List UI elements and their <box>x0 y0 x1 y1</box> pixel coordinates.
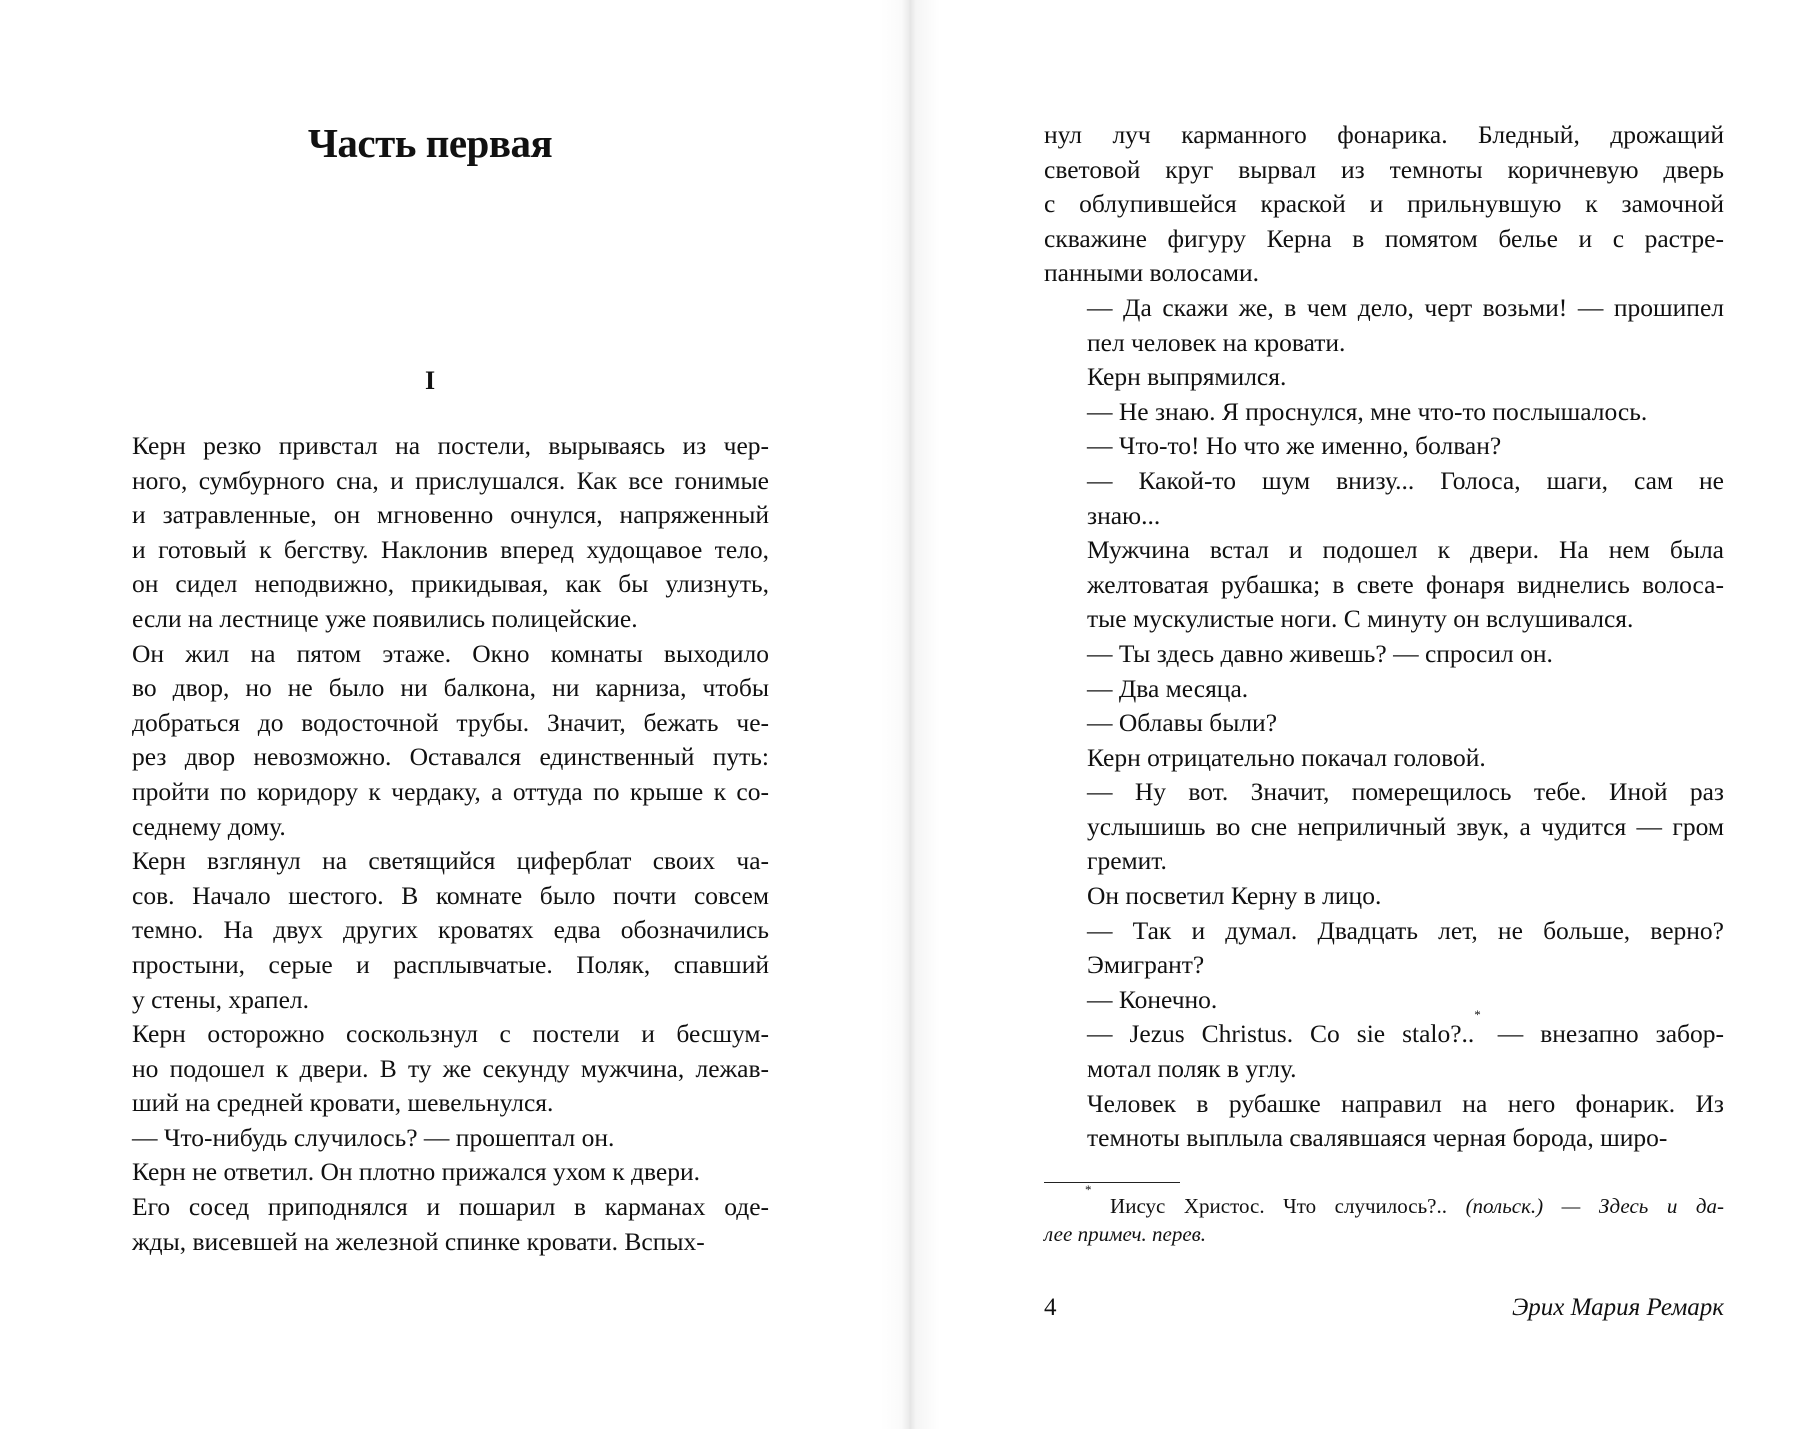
right-page[interactable] <box>905 0 1809 1429</box>
text-line: ного, сумбурного сна, и прислушался. Как все гонимые <box>132 465 769 495</box>
text-line: Керн осторожно соскользнул с постели и бесшум- <box>132 1019 769 1049</box>
text-line: гремит. <box>1087 846 1167 876</box>
text-line: — Какой-то шум внизу... Голоса, шаги, сам не <box>1087 465 1724 495</box>
text-line: пел человек на кровати. <box>1087 327 1346 357</box>
text-line: Керн отрицательно покачал головой. <box>1087 742 1486 772</box>
text-line: — Так и думал. Двадцать лет, не больше, верно? <box>1087 915 1724 945</box>
paragraph <box>89 637 769 845</box>
text-line: Человек в рубашке направил на него фонарик. Из <box>1087 1088 1724 1118</box>
paragraph <box>1044 775 1724 879</box>
text-line: Его сосед приподнялся и пошарил в карманах оде- <box>132 1192 769 1222</box>
text-line: пройти по коридору к чердаку, а оттуда по крыше к со- <box>132 776 769 806</box>
text-line: простыни, серые и расплывчатые. Поляк, спавший <box>132 949 769 979</box>
text-line: но подошел к двери. В ту же секунду мужчина, лежав- <box>132 1053 769 1083</box>
text-line: нул луч карманного фонарика. Бледный, дрожащий <box>1044 120 1724 149</box>
paragraph <box>1044 914 1724 983</box>
paragraph <box>1044 706 1724 741</box>
paragraph <box>89 1190 769 1259</box>
text-line: у стены, храпел. <box>132 984 309 1014</box>
text-line: желтоватая рубашка; в свете фонаря виднелись волоса- <box>1087 569 1724 599</box>
text-line: во двор, но не было ни балкона, ни карниза, чтобы <box>132 673 769 703</box>
paragraph <box>89 429 769 637</box>
paragraph <box>89 844 769 1017</box>
paragraph <box>1044 672 1724 707</box>
text-line: рез двор невозможно. Оставался единственный путь: <box>132 742 769 772</box>
paragraph <box>89 1155 769 1190</box>
text-line: световой круг вырвал из темноты коричневую дверь <box>1044 154 1724 184</box>
text-line: мотал поляк в углу. <box>1087 1054 1297 1084</box>
text-line: — Что-то! Но что же именно, болван? <box>1087 431 1502 461</box>
text-line: если на лестнице уже появились полицейские. <box>132 603 638 633</box>
paragraph <box>1044 429 1724 464</box>
text-line: — Два месяца. <box>1087 673 1249 703</box>
paragraph <box>1044 637 1724 672</box>
text-line: знаю... <box>1087 500 1161 530</box>
text-line: услышишь во сне неприличный звук, а чудится — гром <box>1087 811 1724 841</box>
text-line: — Jezus Christus. Co sie stalo?..* — внезапно забор- <box>1087 1007 1724 1049</box>
text-line: Керн выпрямился. <box>1087 362 1287 392</box>
text-line: Эмигрант? <box>1087 950 1205 980</box>
text-line: — Не знаю. Я проснулся, мне что-то послышалось. <box>1087 396 1648 426</box>
footnote <box>1044 1182 1725 1248</box>
text-line: — Ну вот. Значит, померещилось тебе. Иной раз <box>1087 777 1724 807</box>
paragraph <box>1044 1087 1724 1156</box>
footnote-line <box>1044 1220 1724 1248</box>
part-title: Часть первая <box>307 120 553 166</box>
paragraph <box>89 1121 769 1156</box>
paragraph <box>1044 395 1724 430</box>
paragraph <box>1044 879 1724 914</box>
text-line: — Конечно. <box>1087 984 1218 1014</box>
text-line: и готовый к бегству. Наклонив вперед худощавое тело, <box>132 534 769 564</box>
paragraph <box>1044 118 1724 291</box>
footnote-note: (польск.) — Здесь и да- <box>1465 1194 1725 1218</box>
text-line: — Да скажи же, в чем дело, черт возьми! — прошипел <box>1087 292 1724 322</box>
footnote-ref-mark[interactable]: * <box>1474 1007 1481 1023</box>
page-number: 4 <box>1044 1294 1057 1321</box>
text-line: скважине фигуру Керна в помятом белье и с растре- <box>1044 223 1724 253</box>
paragraph <box>1044 291 1724 360</box>
text-line: темно. На двух других кроватях едва обозначились <box>132 915 769 945</box>
paragraph <box>1044 533 1724 637</box>
text-line: добраться до водосточной трубы. Значит, бежать че- <box>132 707 769 737</box>
text-line: — Ты здесь давно живешь? — спросил он. <box>1087 638 1553 668</box>
right-page-text <box>1044 118 1724 1156</box>
text-line: жды, висевшей на железной спинке кровати. Вспых- <box>132 1226 705 1256</box>
footnote-translation: Иисус Христос. Что случилось?.. <box>1110 1194 1448 1218</box>
text-line: сов. Начало шестого. В комнате было почти совсем <box>132 880 769 910</box>
text-line: панными волосами. <box>1044 258 1260 288</box>
footnote-divider <box>1044 1182 1180 1183</box>
paragraph <box>1044 1007 1724 1086</box>
paragraph <box>1044 741 1724 776</box>
text-line: ший на средней кровати, шевельнулся. <box>132 1088 554 1118</box>
text-line: Он посветил Керну в лицо. <box>1087 881 1382 911</box>
text-line: и затравленные, он мгновенно очнулся, напряженный <box>132 500 769 530</box>
running-head-author: Эрих Мария Ремарк <box>1511 1294 1724 1321</box>
chapter-number: I <box>424 366 436 395</box>
text-line: Керн резко привстал на постели, вырываясь из чер- <box>132 431 769 460</box>
footnote-mark: * <box>1085 1182 1092 1197</box>
text-line: темноты выплыла свалявшаяся черная борода, широ- <box>1087 1123 1668 1153</box>
text-line: Он жил на пятом этаже. Окно комнаты выходило <box>132 638 769 668</box>
text-line: Мужчина встал и подошел к двери. На нем была <box>1087 535 1724 565</box>
left-page-text <box>89 429 769 1259</box>
text-line: Керн не ответил. Он плотно прижался ухом к двери. <box>132 1157 701 1187</box>
footnote-line <box>1044 1182 1725 1220</box>
text-line: Керн взглянул на светящийся циферблат своих ча- <box>132 846 769 876</box>
paragraph <box>89 1017 769 1121</box>
text-line: — Что-нибудь случилось? — прошептал он. <box>132 1122 615 1152</box>
footnote-note-cont: лее примеч. перев. <box>1044 1222 1207 1246</box>
text-line: с облупившейся краской и прильнувшую к замочной <box>1044 189 1724 219</box>
text-line: — Облавы были? <box>1087 708 1278 738</box>
text-line: он сидел неподвижно, прикидывая, как бы улизнуть, <box>132 569 769 599</box>
paragraph <box>1044 464 1724 533</box>
text-line: седнему дому. <box>132 811 286 841</box>
paragraph <box>1044 360 1724 395</box>
paragraph <box>1044 983 1724 1018</box>
text-line: тые мускулистые ноги. С минуту он вслушивался. <box>1087 604 1634 634</box>
